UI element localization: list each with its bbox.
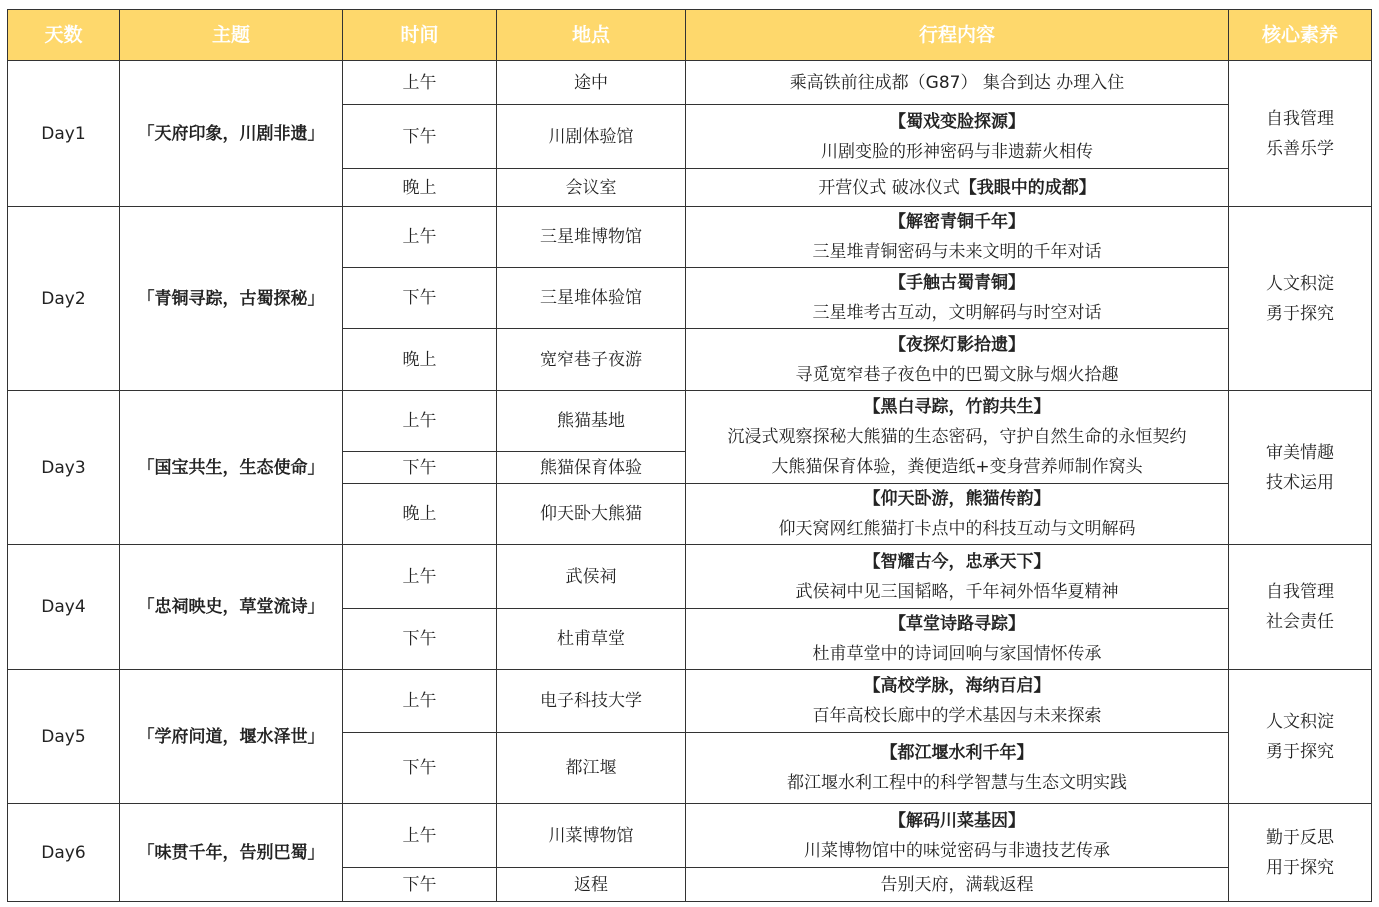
location-cell: 熊猫基地 (497, 391, 686, 452)
content-cell (686, 391, 1229, 484)
location-cell: 会议室 (497, 169, 686, 207)
time-cell: 上午 (343, 545, 497, 609)
time-cell: 晚上 (343, 169, 497, 207)
time-cell: 上午 (343, 207, 497, 268)
time-cell: 上午 (343, 804, 497, 868)
content-cell (686, 61, 1229, 105)
time-cell: 下午 (343, 868, 497, 902)
competency-item: 审美情趣 (1266, 442, 1334, 463)
table-row (8, 391, 1372, 452)
table-row (8, 545, 1372, 609)
competency-item: 用于探究 (1266, 857, 1334, 878)
content-desc: 告别天府，满载返程 (880, 874, 1034, 895)
competency-cell (1229, 207, 1372, 391)
competency-item: 社会责任 (1266, 612, 1334, 632)
content-desc: 仰天窝网红熊猫打卡点中的科技互动与文明解码 (778, 519, 1136, 539)
competency-cell (1229, 61, 1372, 207)
content-desc: 三星堆考古互动，文明解码与时空对话 (812, 303, 1102, 323)
activity-title: 【手触古蜀青铜】 (889, 273, 1025, 293)
time-cell: 下午 (343, 452, 497, 484)
competency-item: 自我管理 (1266, 108, 1334, 129)
day-theme: 「天府印象，川剧非遗」 (120, 61, 343, 207)
location-cell: 川菜博物馆 (497, 804, 686, 868)
day-label: Day2 (8, 207, 120, 391)
location-cell: 宽窄巷子夜游 (497, 329, 686, 391)
activity-title: 【黑白寻踪，竹韵共生】 (863, 397, 1051, 417)
content-desc: 百年高校长廊中的学术基因与未来探索 (812, 706, 1102, 726)
competency-cell (1229, 670, 1372, 804)
competency-item: 勤于反思 (1266, 827, 1334, 848)
time-cell: 下午 (343, 268, 497, 329)
activity-title: 【解码川菜基因】 (889, 810, 1025, 831)
location-cell: 杜甫草堂 (497, 609, 686, 670)
competency-item: 人文积淀 (1266, 273, 1334, 294)
content-cell (686, 733, 1229, 804)
competency-item: 勇于探究 (1266, 303, 1334, 324)
location-cell: 川剧体验馆 (497, 105, 686, 169)
competency-item: 技术运用 (1266, 472, 1334, 493)
content-cell (686, 545, 1229, 609)
time-cell: 上午 (343, 391, 497, 452)
time-cell: 下午 (343, 105, 497, 169)
table-row (8, 804, 1372, 868)
activity-title: 【草堂诗路寻踪】 (889, 614, 1025, 634)
competency-cell (1229, 804, 1372, 902)
header-time: 时间 (343, 10, 497, 61)
content-desc: 都江堰水利工程中的科学智慧与生态文明实践 (787, 773, 1127, 793)
content-cell (686, 670, 1229, 733)
time-cell: 晚上 (343, 329, 497, 391)
header-row (8, 10, 1372, 61)
content-desc: 杜甫草堂中的诗词回响与家国情怀传承 (812, 644, 1102, 664)
competency-cell (1229, 545, 1372, 670)
time-cell: 晚上 (343, 484, 497, 545)
activity-title: 【夜探灯影拾遗】 (889, 334, 1025, 355)
content-cell (686, 105, 1229, 169)
location-cell: 三星堆博物馆 (497, 207, 686, 268)
activity-title: 【高校学脉，海纳百启】 (863, 676, 1051, 696)
day-label: Day6 (8, 804, 120, 902)
content-desc: 沉浸式观察探秘大熊猫的生态密码，守护自然生命的永恒契约 (727, 427, 1187, 447)
content-cell (686, 868, 1229, 902)
location-cell: 返程 (497, 868, 686, 902)
content-desc: 开营仪式 破冰仪式 (818, 177, 960, 198)
time-cell: 下午 (343, 609, 497, 670)
location-cell: 三星堆体验馆 (497, 268, 686, 329)
content-desc: 川剧变脸的形神密码与非遗薪火相传 (821, 141, 1093, 162)
content-cell (686, 329, 1229, 391)
day-theme: 「忠祠映史，草堂流诗」 (120, 545, 343, 670)
table-row (8, 61, 1372, 105)
content-desc: 武侯祠中见三国韬略，千年祠外悟华夏精神 (795, 581, 1119, 602)
content-cell (686, 207, 1229, 268)
location-cell: 熊猫保育体验 (497, 452, 686, 484)
header-location: 地点 (497, 10, 686, 61)
activity-title: 【我眼中的成都】 (959, 177, 1096, 198)
day-theme: 「青铜寻踪，古蜀探秘」 (120, 207, 343, 391)
itinerary-table (7, 9, 1372, 902)
header-theme: 主题 (120, 10, 343, 61)
content-desc: 川菜博物馆中的味觉密码与非遗技艺传承 (804, 840, 1110, 861)
location-cell: 仰天卧大熊猫 (497, 484, 686, 545)
header-content: 行程内容 (686, 10, 1229, 61)
time-cell: 上午 (343, 670, 497, 733)
day-theme: 「味贯千年，告别巴蜀」 (120, 804, 343, 902)
activity-title: 【解密青铜千年】 (889, 212, 1025, 232)
content-cell (686, 804, 1229, 868)
table-row (8, 670, 1372, 733)
competency-item: 乐善乐学 (1266, 138, 1334, 159)
content-desc: 三星堆青铜密码与未来文明的千年对话 (812, 242, 1102, 262)
location-cell: 武侯祠 (497, 545, 686, 609)
activity-title: 【智耀古今，忠承天下】 (863, 551, 1051, 572)
day-label: Day3 (8, 391, 120, 545)
content-cell (686, 484, 1229, 545)
activity-title: 【蜀戏变脸探源】 (889, 111, 1025, 132)
competency-item: 人文积淀 (1266, 711, 1334, 732)
location-cell: 电子科技大学 (497, 670, 686, 733)
day-label: Day5 (8, 670, 120, 804)
competency-item: 自我管理 (1266, 582, 1334, 602)
content-desc: 乘高铁前往成都（G87） 集合到达 办理入住 (789, 72, 1125, 93)
activity-title: 【都江堰水利千年】 (880, 743, 1034, 763)
content-cell (686, 169, 1229, 207)
content-cell (686, 609, 1229, 670)
day-theme: 「国宝共生，生态使命」 (120, 391, 343, 545)
day-theme: 「学府问道，堰水泽世」 (120, 670, 343, 804)
competency-item: 勇于探究 (1266, 741, 1334, 762)
content-desc: 寻觅宽窄巷子夜色中的巴蜀文脉与烟火拾趣 (795, 364, 1119, 385)
competency-cell (1229, 391, 1372, 545)
time-cell: 上午 (343, 61, 497, 105)
content-cell (686, 268, 1229, 329)
header-competency: 核心素养 (1229, 10, 1372, 61)
location-cell: 途中 (497, 61, 686, 105)
table-row (8, 207, 1372, 268)
time-cell: 下午 (343, 733, 497, 804)
day-label: Day4 (8, 545, 120, 670)
content-desc: 大熊猫保育体验，粪便造纸+变身营养师制作窝头 (771, 457, 1143, 477)
location-cell: 都江堰 (497, 733, 686, 804)
day-label: Day1 (8, 61, 120, 207)
activity-title: 【仰天卧游，熊猫传韵】 (863, 489, 1051, 509)
header-day: 天数 (8, 10, 120, 61)
